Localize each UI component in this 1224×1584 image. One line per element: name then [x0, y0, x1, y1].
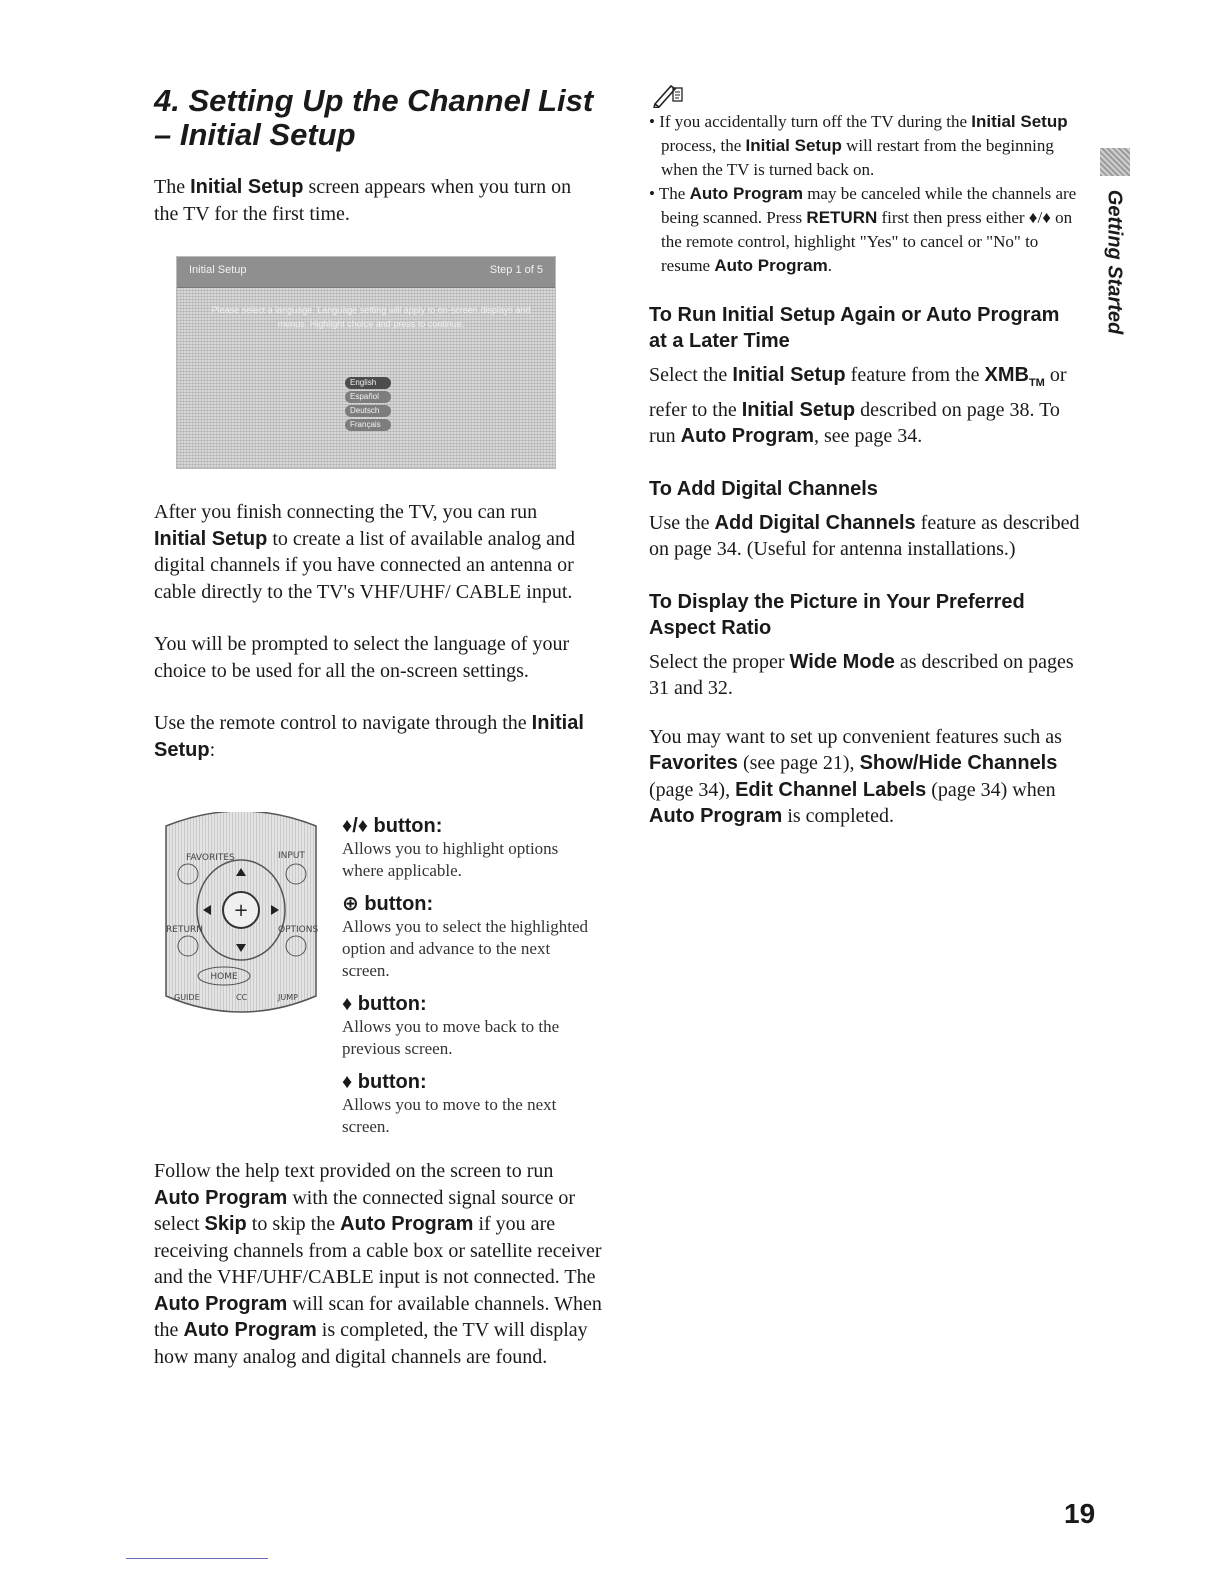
button-title-enter: ⊕ button:	[342, 893, 434, 915]
remote-label-cc: CC	[236, 993, 248, 1002]
screen-header	[177, 257, 555, 288]
left-column	[154, 80, 604, 227]
aspect-paragraph: Select the proper Wide Mode as described on pages 31 and 32.	[649, 650, 1074, 699]
remote-label-guide: GUIDE	[174, 993, 200, 1002]
button-title-right: ♦ button:	[342, 1071, 427, 1093]
remote-control-image	[160, 812, 322, 1024]
rerun-heading: To Run Initial Setup Again or Auto Program at a Later Time	[649, 304, 1060, 352]
button-desc-right: Allows you to move to the next screen.	[342, 1095, 557, 1136]
left-body	[154, 499, 604, 763]
page-title-line1: 4. Setting Up the Channel List	[154, 83, 594, 118]
chapter-tab-marker	[1100, 148, 1130, 176]
digital-heading: To Add Digital Channels	[649, 477, 878, 500]
notes-list	[649, 110, 1089, 278]
aspect-heading: To Display the Picture in Your Preferred Aspect Ratio	[649, 590, 1025, 639]
screen-language-option: Español	[345, 391, 391, 403]
screen-message: Please select a language. Language setting will apply to on-screen displays and menus. Highlight choice and press to continue.	[211, 305, 531, 329]
screen-language-option: English	[345, 377, 391, 389]
button-desc-up-down: Allows you to highlight options where applicable.	[342, 839, 559, 880]
remote-label-return: RETURN	[166, 925, 204, 935]
remote-label-favorites: FAVORITES	[186, 853, 235, 863]
rerun-paragraph: Select the Initial Setup feature from the $XMB_{TM}$ or refer to the Initial Setup described on page 38. To run Auto Program, see page 34.	[649, 364, 1067, 447]
screen-language-list	[345, 377, 391, 433]
follow-paragraph: Follow the help text provided on the screen to run Auto Program with the connected signal source or select Skip to skip the Auto Program if you are receiving channels from a cable box or satellite receiver and the VHF/UHF/CABLE input is not connected. The Auto Program will scan for available channels. When the Auto Program is completed, the TV will display how many analog and digital channels are found.	[154, 1160, 602, 1368]
initial-setup-screen-image	[176, 256, 556, 469]
button-desc-left: Allows you to move back to the previous screen.	[342, 1017, 560, 1058]
intro-paragraph: The Initial Setup screen appears when you turn on the TV for the first time.	[154, 176, 572, 225]
page-title	[154, 84, 604, 152]
digital-paragraph: Use the Add Digital Channels feature as described on page 34. (Useful for antenna installations.)	[649, 511, 1080, 560]
screen-language-option: Deutsch	[345, 405, 391, 417]
screen-language-option: Français	[345, 419, 391, 431]
note-item: • The Auto Program may be canceled while the channels are being scanned. Press RETURN first then press either ♦/♦ on the remote control, highlight "Yes" to cancel or "No" to resume Auto Program.	[649, 184, 1077, 275]
navigate-paragraph: Use the remote control to navigate through the Initial Setup:	[154, 712, 584, 761]
chapter-side-label: Getting Started	[1103, 189, 1126, 335]
footer-rule	[126, 1558, 268, 1559]
button-desc-enter: Allows you to select the highlighted option and advance to the next screen.	[342, 917, 588, 980]
remote-label-jump: JUMP	[278, 993, 298, 1002]
right-column	[649, 80, 1089, 830]
screen-header-step: Step 1 of 5	[489, 264, 543, 276]
remote-label-input: INPUT	[278, 851, 305, 861]
note-pencil-icon	[651, 80, 685, 108]
note-item: • If you accidentally turn off the TV during the Initial Setup process, the Initial Setup will restart from the beginning when the TV is turned back on.	[649, 112, 1068, 179]
screen-header-title: Initial Setup	[189, 264, 247, 276]
remote-label-options: OPTIONS	[278, 925, 319, 935]
button-title-left: ♦ button:	[342, 993, 427, 1015]
button-title-up-down: ♦/♦ button:	[342, 815, 443, 837]
connect-paragraph: After you finish connecting the TV, you can run Initial Setup to create a list of available analog and digital channels if you have connected an antenna or cable directly to the TV's VHF/UHF/ CABLE input.	[154, 501, 575, 603]
remote-button-list	[342, 814, 602, 1148]
svg-text:+: +	[233, 900, 249, 921]
language-paragraph: You will be prompted to select the language of your choice to be used for all the on-screen settings.	[154, 633, 570, 682]
features-paragraph: You may want to set up convenient features such as Favorites (see page 21), Show/Hide Channels (page 34), Edit Channel Labels (page 34) when Auto Program is completed.	[649, 725, 1062, 827]
page-number: 19	[1064, 1498, 1096, 1529]
remote-label-home: HOME	[210, 972, 238, 982]
page-title-line2: – Initial Setup	[154, 117, 356, 152]
